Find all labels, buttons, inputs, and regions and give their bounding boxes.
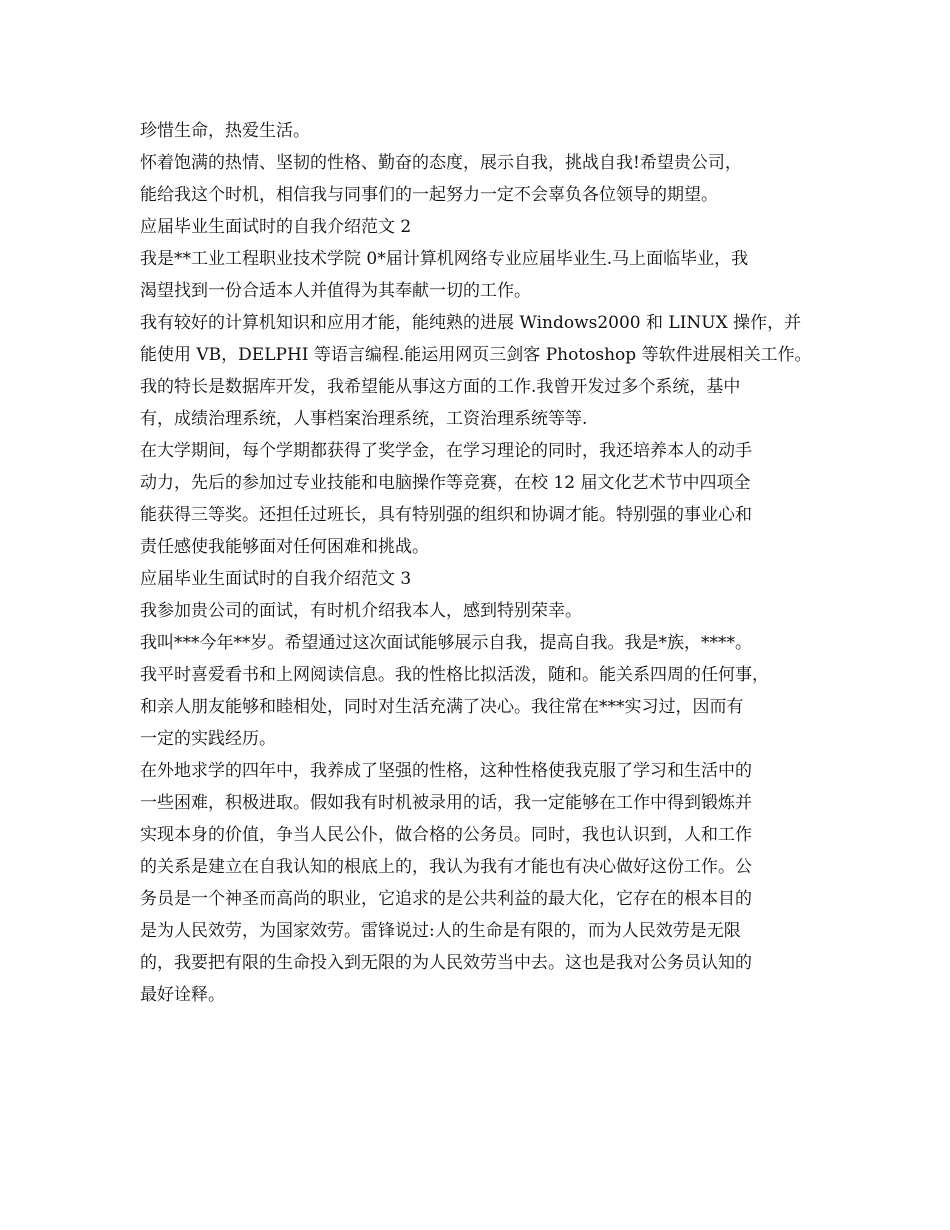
text-line: 的，我要把有限的生命投入到无限的为人民效劳当中去。这也是我对公务员认知的 — [140, 953, 752, 973]
text-line: 一定的实践经历。 — [140, 729, 276, 749]
text-line: 务员是一个神圣而高尚的职业，它追求的是公共利益的最大化，它存在的根本目的 — [140, 889, 752, 909]
text-line: 我平时喜爱看书和上网阅读信息。我的性格比拟活泼，随和。能关系四周的任何事， — [140, 665, 769, 685]
text-line: 我是**工业工程职业技术学院 0*届计算机网络专业应届毕业生.马上面临毕业，我 — [140, 249, 749, 269]
text-line: 能给我这个时机，相信我与同事们的一起努力一定不会辜负各位领导的期望。 — [140, 185, 718, 205]
text-line: 怀着饱满的热情、坚韧的性格、勤奋的态度，展示自我，挑战自我!希望贵公司， — [140, 153, 742, 173]
text-line: 和亲人朋友能够和睦相处，同时对生活充满了决心。我往常在***实习过，因而有 — [140, 697, 744, 717]
section-heading: 应届毕业生面试时的自我介绍范文 2 — [140, 217, 412, 237]
text-line: 责任感使我能够面对任何困难和挑战。 — [140, 537, 429, 557]
text-line: 的关系是建立在自我认知的根底上的，我认为我有才能也有决心做好这份工作。公 — [140, 857, 752, 877]
text-line: 实现本身的价值，争当人民公仆，做合格的公务员。同时，我也认识到，人和工作 — [140, 825, 752, 845]
text-line: 我参加贵公司的面试，有时机介绍我本人，感到特别荣幸。 — [140, 601, 582, 621]
text-line: 我叫***今年**岁。希望通过这次面试能够展示自我，提高自我。我是*族，****。 — [140, 633, 752, 653]
section-heading: 应届毕业生面试时的自我介绍范文 3 — [140, 569, 412, 589]
text-line: 我有较好的计算机知识和应用才能，能纯熟的进展 Windows2000 和 LINUX 操作，并 — [140, 313, 802, 333]
text-line: 渴望找到一份合适本人并值得为其奉献一切的工作。 — [140, 281, 531, 301]
text-line: 珍惜生命，热爱生活。 — [140, 121, 310, 141]
text-line: 动力，先后的参加过专业技能和电脑操作等竞赛，在校 12 届文化艺术节中四项全 — [140, 473, 751, 493]
text-line: 我的特长是数据库开发，我希望能从事这方面的工作.我曾开发过多个系统，基中 — [140, 377, 741, 397]
text-line: 有，成绩治理系统，人事档案治理系统，工资治理系统等等. — [140, 409, 588, 429]
text-line: 在大学期间，每个学期都获得了奖学金，在学习理论的同时，我还培养本人的动手 — [140, 441, 752, 461]
text-line: 能使用 VB，DELPHI 等语言编程.能运用网页三剑客 Photoshop 等软件进展相关工作。 — [140, 345, 812, 365]
text-line: 一些困难，积极进取。假如我有时机被录用的话，我一定能够在工作中得到锻炼并 — [140, 793, 752, 813]
document-body — [140, 115, 820, 1011]
text-line: 在外地求学的四年中，我养成了坚强的性格，这种性格使我克服了学习和生活中的 — [140, 761, 752, 781]
text-line: 最好诠释。 — [140, 985, 225, 1005]
text-line: 是为人民效劳，为国家效劳。雷锋说过:人的生命是有限的，而为人民效劳是无限 — [140, 921, 741, 941]
text-line: 能获得三等奖。还担任过班长，具有特别强的组织和协调才能。特别强的事业心和 — [140, 505, 752, 525]
